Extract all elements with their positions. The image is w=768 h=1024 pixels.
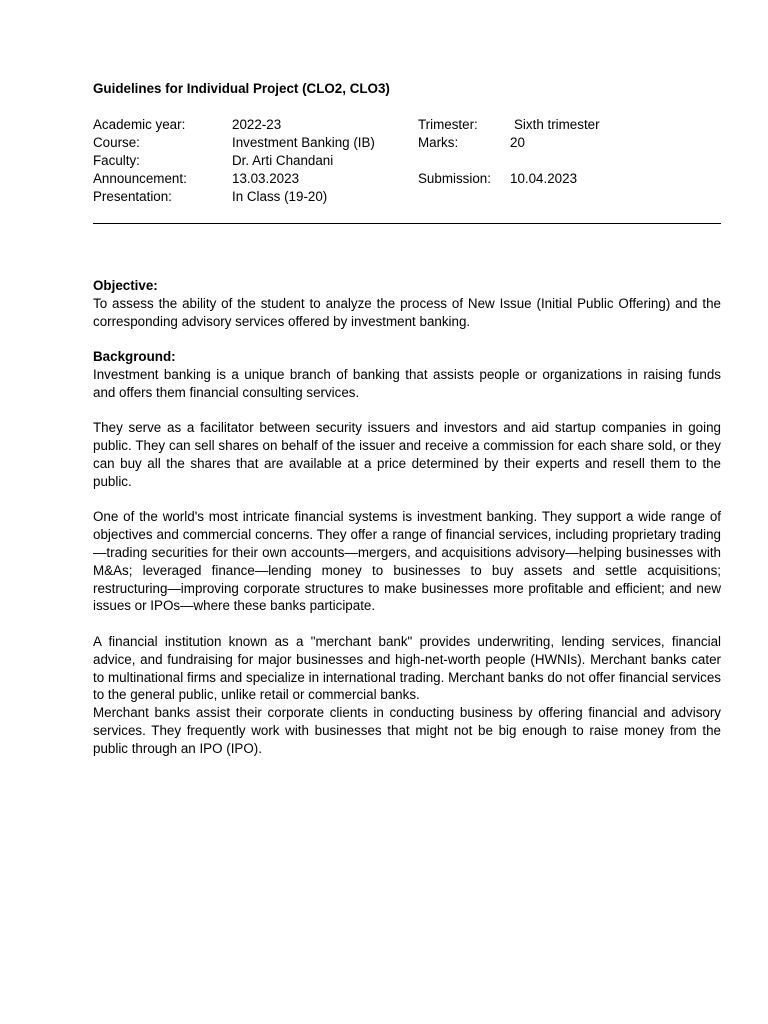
objective-heading: Objective:	[93, 278, 158, 293]
submission-value: 10.04.2023	[510, 171, 578, 186]
trimester-value: Sixth trimester	[514, 117, 600, 132]
document-header	[93, 80, 721, 206]
background-heading: Background:	[93, 349, 176, 365]
faculty-label: Faculty:	[93, 153, 140, 168]
trimester-label: Trimester:	[418, 117, 478, 132]
announcement-value: 13.03.2023	[232, 171, 300, 186]
document-body	[93, 277, 721, 758]
background-paragraph-2: They serve as a facilitator between security issuers and investors and aid startup companies in going public. They can sell shares on behalf of the issuer and receive a commission for each share sold, or they can buy all the shares that are available at a price determined by their experts and resell them to the public.	[93, 420, 721, 489]
marks-value: 20	[510, 135, 525, 150]
marks-label: Marks:	[418, 135, 459, 150]
document-title: Guidelines for Individual Project (CLO2, CLO3)	[93, 81, 390, 96]
course-details	[93, 116, 721, 206]
academic-year-value: 2022-23	[232, 117, 282, 132]
presentation-value: In Class (19-20)	[232, 189, 328, 204]
course-label: Course:	[93, 135, 140, 150]
announcement-label: Announcement:	[93, 171, 187, 186]
course-value: Investment Banking (IB)	[232, 135, 375, 150]
submission-label: Submission:	[418, 171, 491, 186]
academic-year-label: Academic year:	[93, 117, 186, 132]
background-paragraph-4: A financial institution known as a "merchant bank" provides underwriting, lending services, financial advice, and fundraising for major businesses and high-net-worth people (HWNIs). Merchant banks cater to multinational firms and specialize in international trading. Merchant banks do not offer financial services to the general public, unlike retail or commercial banks.	[93, 633, 721, 703]
horizontal-divider	[93, 223, 721, 224]
background-paragraph-1: Investment banking is a unique branch of banking that assists people or organizations in raising funds and offers them financial consulting services.	[93, 366, 721, 400]
objective-text: To assess the ability of the student to analyze the process of New Issue (Initial Public Offering) and the corresponding advisory services offered by investment banking.	[93, 295, 721, 329]
background-paragraph-3: One of the world's most intricate financial systems is investment banking. They support a wide range of objectives and commercial concerns. They offer a range of financial services, including proprietary trading—trading securities for their own accounts—mergers, and acquisitions advisory—helping businesses with M&As; leveraged finance—lending money to businesses to buy assets and settle acquisitions; restructuring—improving corporate structures to make businesses more profitable and efficient; and new issues or IPOs—where these banks participate.	[93, 509, 721, 614]
background-paragraph-5: Merchant banks assist their corporate clients in conducting business by offering financial and advisory services. They frequently work with businesses that might not be big enough to raise money from the public through an IPO (IPO).	[93, 705, 721, 756]
presentation-label: Presentation:	[93, 189, 172, 204]
faculty-value: Dr. Arti Chandani	[232, 153, 334, 168]
